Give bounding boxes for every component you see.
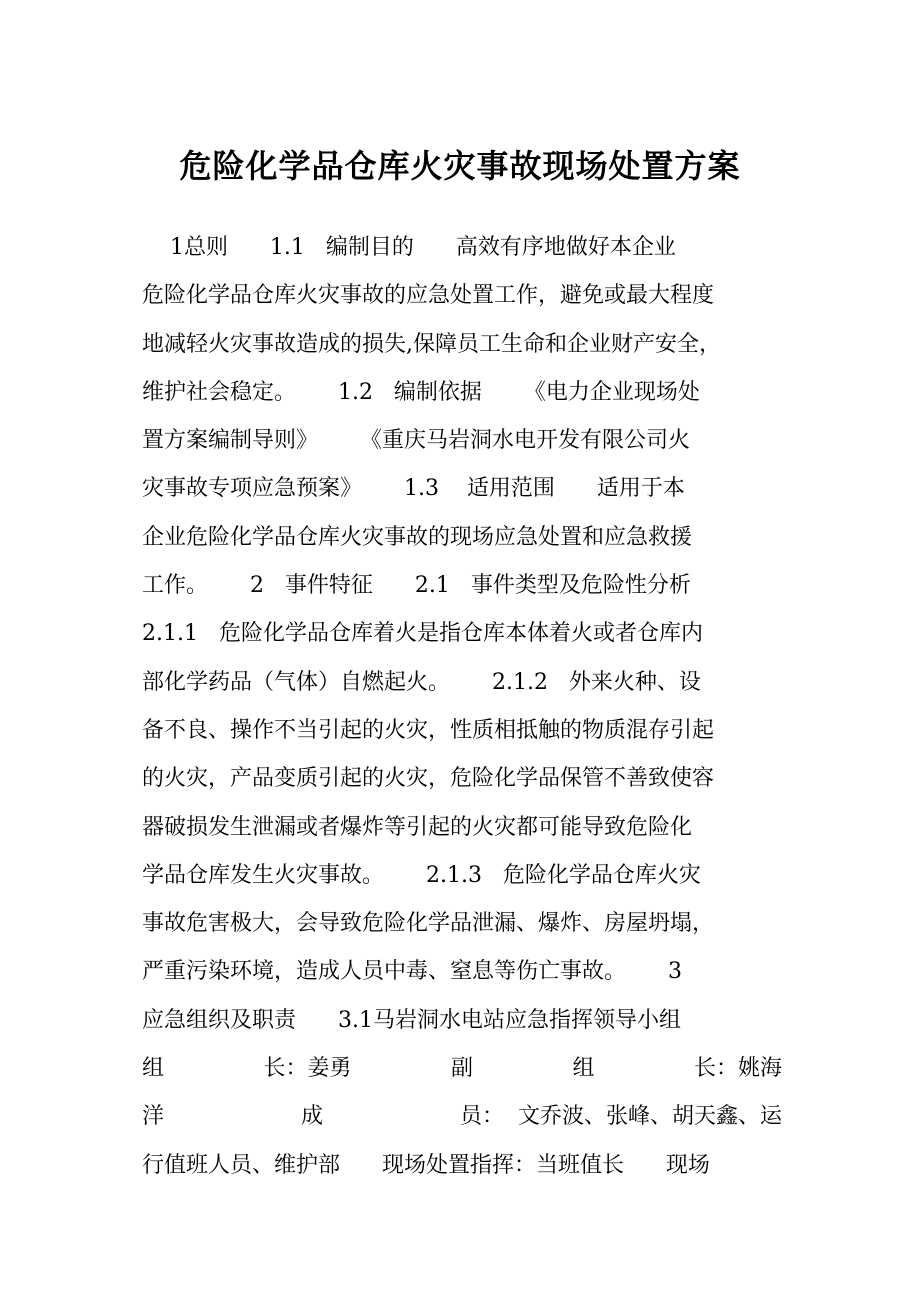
text-line xyxy=(142,997,782,1045)
text-line xyxy=(142,321,782,369)
text-segment: 地减轻火灾事故造成的损失,保障员工生命和企业财产安全， xyxy=(142,331,721,357)
text-segment: 应急组织及职责 3.1马岩洞水电站应急指挥领导小组 xyxy=(142,1007,681,1033)
text-segment: 组 xyxy=(142,1056,165,1082)
text-segment: 2.1.1 危险化学品仓库着火是指仓库本体着火或者仓库内 xyxy=(142,621,703,647)
document-title: 危险化学品仓库火灾事故现场处置方案 xyxy=(179,147,741,185)
text-line xyxy=(142,369,782,417)
text-line xyxy=(142,272,782,320)
text-segment: 学品仓库发生火灾事故。 2.1.3 危险化学品仓库火灾 xyxy=(142,862,701,888)
text-segment: 副 xyxy=(450,1056,473,1082)
text-line xyxy=(142,562,782,610)
text-line xyxy=(142,852,782,900)
text-segment: 企业危险化学品仓库火灾事故的现场应急处置和应急救援 xyxy=(142,524,693,550)
text-line xyxy=(142,900,782,948)
text-line xyxy=(142,514,782,562)
text-segment: 长：姚海 xyxy=(693,1056,782,1082)
text-segment: 严重污染环境，造成人员中毒、窒息等伤亡事故。 3 xyxy=(142,959,682,985)
text-line xyxy=(142,659,782,707)
text-segment: 长：姜勇 xyxy=(263,1056,352,1082)
text-segment: 工作。 2 事件特征 2.1 事件类型及危险性分析 xyxy=(142,573,691,599)
text-segment: 1总则 1.1 编制目的 高效有序地做好本企业 xyxy=(142,235,676,260)
text-segment: 事故危害极大，会导致危险化学品泄漏、爆炸、房屋坍塌， xyxy=(142,911,715,937)
text-segment: 组 xyxy=(572,1056,595,1082)
text-segment: 置方案编制导则》 《重庆马岩洞水电开发有限公司火 xyxy=(142,428,690,454)
text-line xyxy=(142,707,782,755)
text-line xyxy=(142,948,782,996)
text-segment: 灾事故专项应急预案》 1.3 适用范围 适用于本 xyxy=(142,476,685,502)
text-line xyxy=(142,804,782,852)
text-segment: 洋 xyxy=(142,1104,165,1130)
text-line xyxy=(142,610,782,658)
text-line xyxy=(142,1045,782,1093)
text-segment: 备不良、操作不当引起的火灾，性质相抵触的物质混存引起 xyxy=(142,717,715,743)
text-line xyxy=(142,755,782,803)
text-segment: 行值班人员、维护部 现场处置指挥：当班值长 现场 xyxy=(142,1152,710,1178)
text-line xyxy=(142,417,782,465)
text-segment: 员： 文乔波、张峰、胡天鑫、运 xyxy=(460,1104,782,1130)
text-segment: 维护社会稳定。 1.2 编制依据 《电力企业现场处 xyxy=(142,379,700,405)
text-segment: 成 xyxy=(301,1104,324,1130)
text-segment: 器破损发生泄漏或者爆炸等引起的火灾都可能导致危险化 xyxy=(142,814,693,840)
text-segment: 的火灾，产品变质引起的火灾，危险化学品保管不善致使容 xyxy=(142,766,715,792)
document-body xyxy=(142,224,782,1190)
text-segment: 部化学药品（气体）自燃起火。 2.1.2 外来火种、设 xyxy=(142,669,701,695)
text-line xyxy=(142,224,782,272)
text-line xyxy=(142,1093,782,1141)
text-line xyxy=(142,465,782,513)
text-line xyxy=(142,1142,782,1190)
text-segment: 危险化学品仓库火灾事故的应急处置工作，避免或最大程度 xyxy=(142,283,715,309)
